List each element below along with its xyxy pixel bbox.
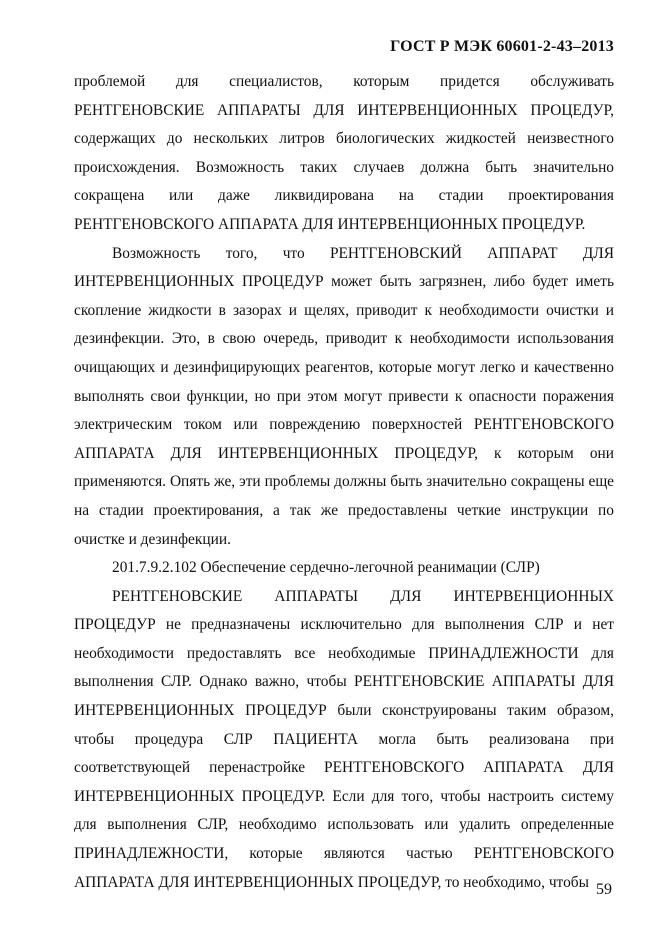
- document-body: [74, 68, 614, 897]
- paragraph-cleaning: Возможность того, что РЕНТГЕНОВСКИЙ АППАРАТ ДЛЯ ИНТЕРВЕНЦИОННЫХ ПРОЦЕДУР может быть загрязнен, либо будет иметь скопление жидкости в зазорах и щелях, приводит к необходимости очистки и дезинфекции. Это, в свою очередь, приводит к необходимости использования очищающих и дезинфицирующих реагентов, которые могут легко и качественно выполнять свои функции, но при этом могут привести к опасности поражения электрическим током или повреждению поверхностей РЕНТГЕНОВСКОГО АППАРАТА ДЛЯ ИНТЕРВЕНЦИОННЫХ ПРОЦЕДУР, к которым они применяются. Опять же, эти проблемы должны быть значительно сокращены еще на стадии проектирования, а так же предоставлены четкие инструкции по очистке и дезинфекции.: [74, 244, 614, 548]
- paragraph-continuation: проблемой для специалистов, которым придется обслуживать РЕНТГЕНОВСКИЕ АППАРАТЫ ДЛЯ ИНТЕРВЕНЦИОННЫХ ПРОЦЕДУР, содержащих до нескольких литров биологических жидкостей неизвестного происхождения. Возможность таких случаев должна быть значительно сокращена или даже ликвидирована на стадии проектирования РЕНТГЕНОВСКОГО АППАРАТА ДЛЯ ИНТЕРВЕНЦИОННЫХ ПРОЦЕДУР.: [74, 73, 614, 233]
- section-heading-cpr: 201.7.9.2.102 Обеспечение сердечно-легочной реанимации (СЛР): [112, 559, 540, 577]
- standard-header: ГОСТ Р МЭК 60601-2-43–2013: [390, 38, 614, 55]
- page-number: 59: [596, 881, 612, 898]
- paragraph-cpr: РЕНТГЕНОВСКИЕ АППАРАТЫ ДЛЯ ИНТЕРВЕНЦИОННЫХ ПРОЦЕДУР не предназначены исключительно для выполнения СЛР и нет необходимости предоставлять все необходимые ПРИНАДЛЕЖНОСТИ для выполнения СЛР. Однако важно, чтобы РЕНТГЕНОВСКИЕ АППАРАТЫ ДЛЯ ИНТЕРВЕНЦИОННЫХ ПРОЦЕДУР были сконструированы таким образом, чтобы процедура СЛР ПАЦИЕНТА могла быть реализована при соответствующей перенастройке РЕНТГЕНОВСКОГО АППАРАТА ДЛЯ ИНТЕРВЕНЦИОННЫХ ПРОЦЕДУР. Если для того, чтобы настроить систему для выполнения СЛР, необходимо использовать или удалить определенные ПРИНАДЛЕЖНОСТИ, которые являются частью РЕНТГЕНОВСКОГО АППАРАТА ДЛЯ ИНТЕРВЕНЦИОННЫХ ПРОЦЕДУР, то необходимо, чтобы: [74, 587, 614, 891]
